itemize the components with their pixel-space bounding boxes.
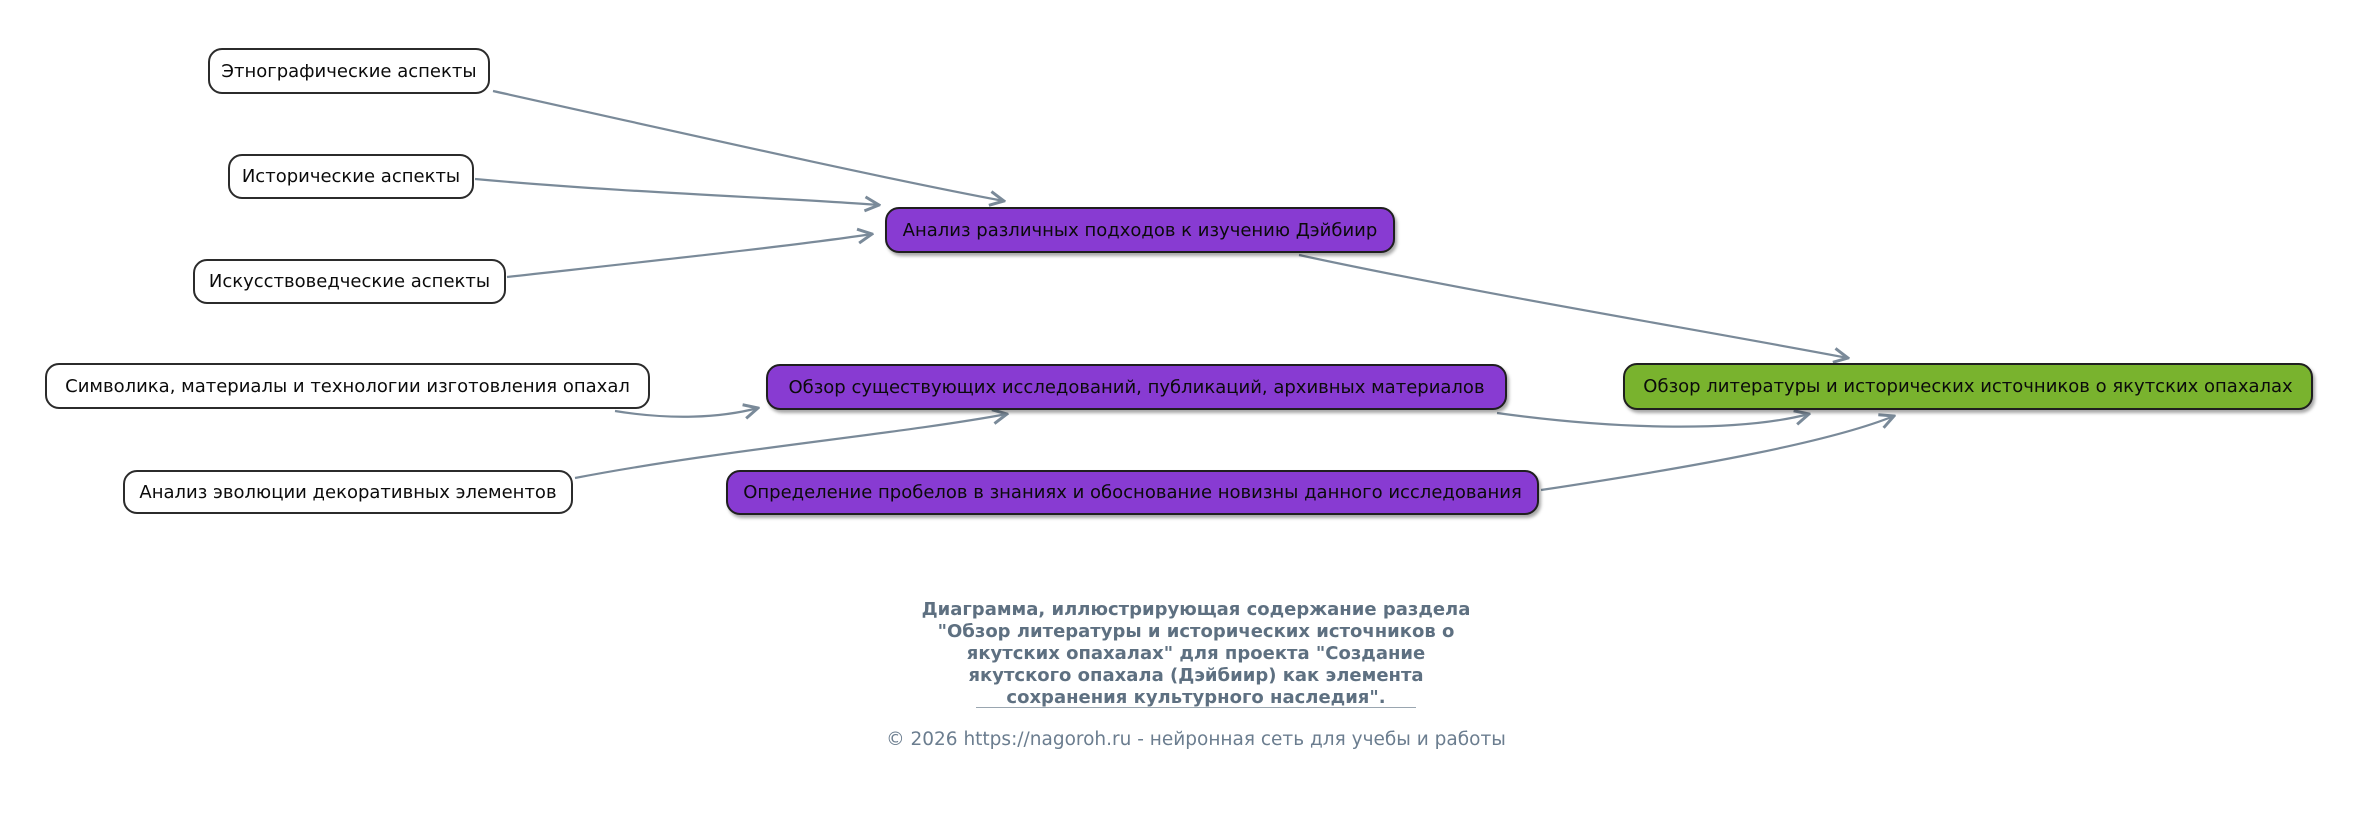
node-decorative-evolution — [123, 470, 573, 514]
node-label: Символика, материалы и технологии изготовления опахал — [65, 375, 630, 397]
node-label: Обзор существующих исследований, публикаций, архивных материалов — [788, 376, 1485, 398]
caption-line: "Обзор литературы и исторических источников о — [937, 621, 1455, 642]
node-art-history-aspects — [193, 259, 506, 304]
node-knowledge-gaps — [726, 470, 1539, 515]
node-symbolism-materials — [45, 363, 650, 409]
edge-symbolism-review — [615, 408, 758, 417]
node-label: Искусствоведческие аспекты — [208, 271, 491, 292]
node-label: Этнографические аспекты — [221, 60, 477, 82]
caption-separator — [976, 707, 1416, 708]
node-ethnographic-aspects — [208, 48, 490, 94]
edge-review-literature — [1497, 413, 1809, 427]
caption-line: Диаграмма, иллюстрирующая содержание раздела — [921, 599, 1471, 620]
caption-line: якутских опахалах" для проекта "Создание — [966, 643, 1426, 664]
node-label: Анализ различных подходов к изучению Дэйбиир — [902, 219, 1378, 241]
edge-evolution-review — [575, 414, 1007, 478]
edge-approaches-literature — [1299, 255, 1848, 358]
edge-art-approaches — [507, 234, 872, 277]
node-historical-aspects — [228, 154, 474, 199]
node-approaches-analysis — [885, 207, 1395, 253]
node-label: Анализ эволюции декоративных элементов — [139, 481, 557, 503]
edge-gaps-literature — [1541, 416, 1894, 490]
caption-line: сохранения культурного наследия". — [1006, 687, 1386, 708]
footer-credit: © 2026 https://nagoroh.ru - нейронная сеть для учебы и работы — [886, 729, 1506, 750]
caption-line: якутского опахала (Дэйбиир) как элемента — [968, 665, 1424, 686]
node-existing-research-review — [766, 364, 1507, 410]
edge-historical-approaches — [475, 179, 879, 205]
caption — [846, 599, 1546, 709]
node-label: Определение пробелов в знаниях и обоснование новизны данного исследования — [743, 482, 1522, 503]
node-label: Исторические аспекты — [241, 166, 461, 187]
edge-ethnographic-approaches — [493, 91, 1004, 201]
node-literature-review — [1623, 363, 2313, 410]
node-label: Обзор литературы и исторических источников о якутских опахалах — [1643, 376, 2293, 397]
